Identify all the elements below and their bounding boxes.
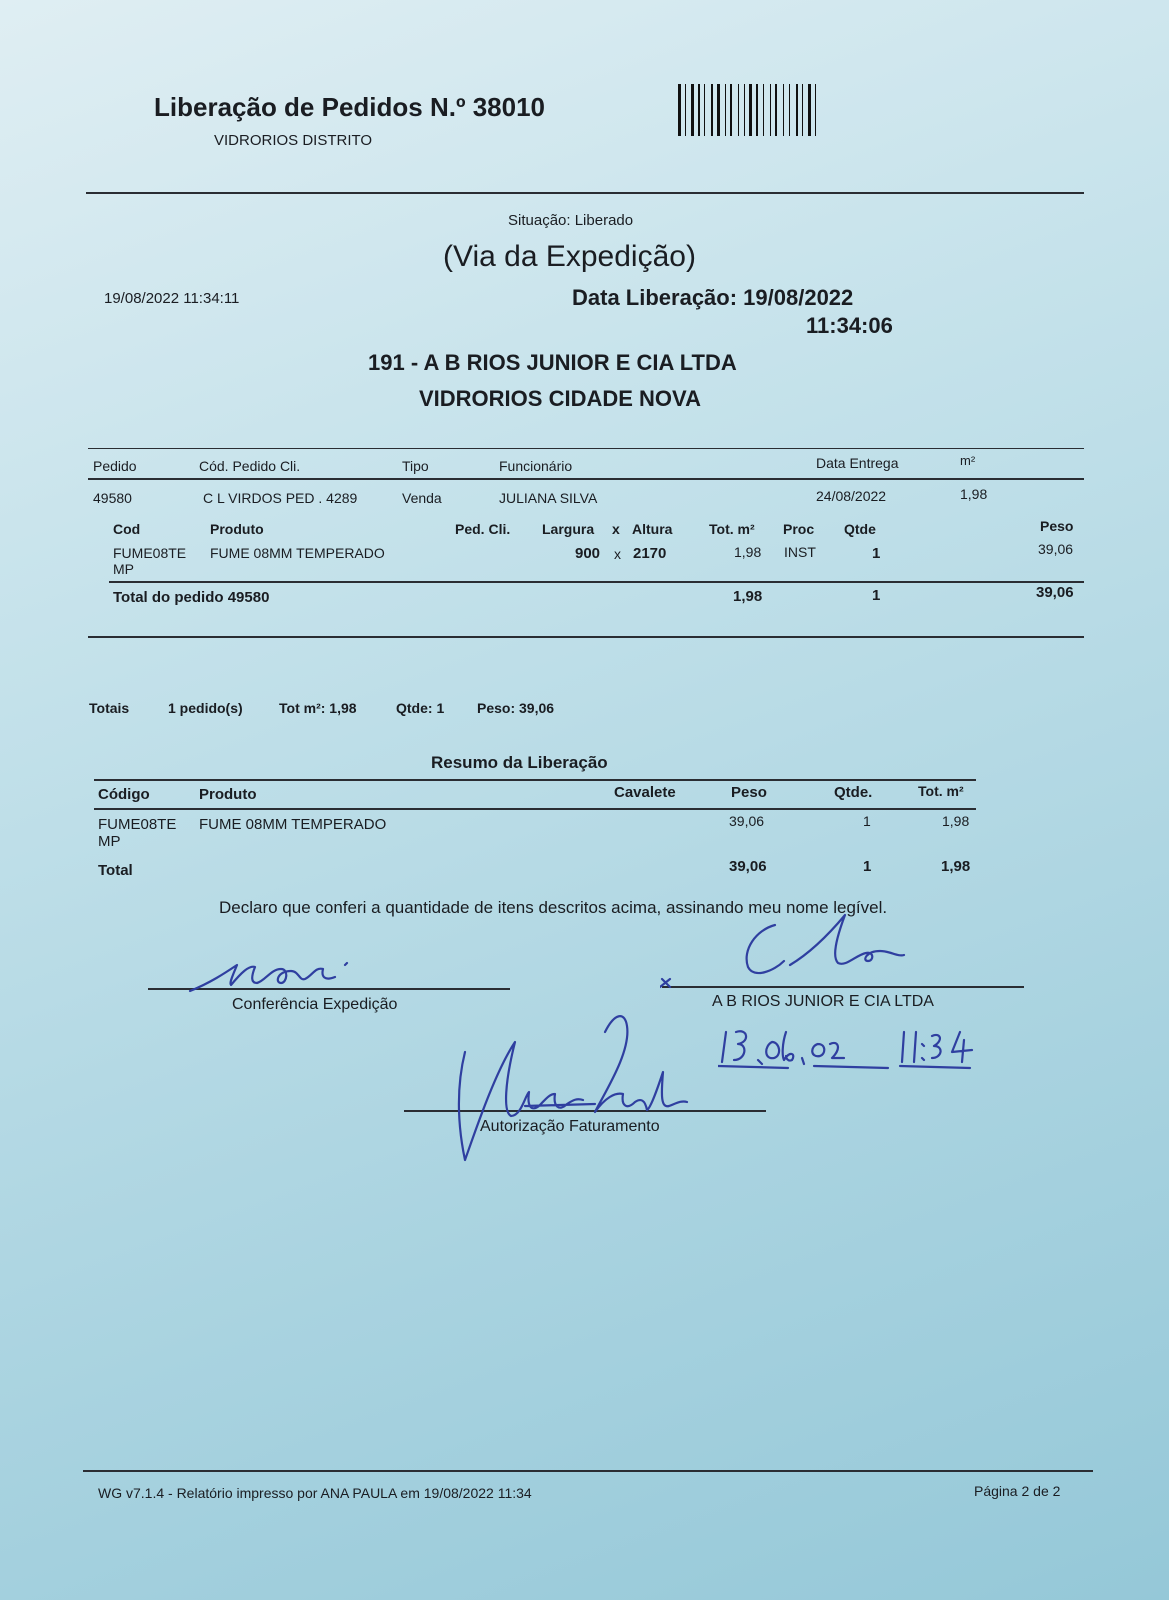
item-proc: INST <box>784 544 816 560</box>
item-qtde: 1 <box>872 545 881 562</box>
resumo-produto: FUME 08MM TEMPERADO <box>199 816 387 833</box>
item-header-qtde: Qtde <box>844 521 876 537</box>
divider <box>86 192 1084 194</box>
resumo-header-produto: Produto <box>199 786 257 803</box>
company-subtitle: VIDRORIOS DISTRITO <box>214 132 373 149</box>
resumo-total-label: Total <box>98 862 133 879</box>
totals-tot-m2: Tot m²: 1,98 <box>279 700 357 716</box>
signature-label-autorizacao: Autorização Faturamento <box>480 1118 660 1135</box>
barcode-bar <box>802 84 803 136</box>
barcode-bar <box>808 84 811 136</box>
barcode-bar <box>738 84 739 136</box>
cell-funcionario: JULIANA SILVA <box>499 490 598 506</box>
situacao-text: Situação: Liberado <box>508 212 634 229</box>
item-header-largura: Largura <box>542 521 595 537</box>
barcode-bar <box>698 84 700 136</box>
declaration-text: Declaro que conferi a quantidade de itens descritos acima, assinando meu nome legível. <box>219 898 888 917</box>
client-branch: VIDRORIOS CIDADE NOVA <box>419 386 701 411</box>
total-pedido-label: Total do pedido 49580 <box>113 589 270 606</box>
barcode-bar <box>756 84 758 136</box>
resumo-codigo-line2: MP <box>98 833 121 850</box>
barcode-image <box>678 84 854 136</box>
resumo-header-qtde: Qtde. <box>834 784 873 801</box>
document-title: Liberação de Pedidos N.º 38010 <box>154 92 545 122</box>
resumo-tot-m2: 1,98 <box>942 813 970 829</box>
total-pedido-tot-m2: 1,98 <box>733 588 763 605</box>
barcode-bar <box>730 84 732 136</box>
item-x: x <box>614 546 621 562</box>
barcode-bar <box>685 84 686 136</box>
resumo-qtde: 1 <box>863 813 871 829</box>
total-pedido-qtde: 1 <box>872 587 881 604</box>
col-header-cod-pedido-cli: Cód. Pedido Cli. <box>199 458 301 474</box>
signature-line-client <box>662 986 1024 988</box>
cell-tipo: Venda <box>402 490 442 506</box>
resumo-codigo-line1: FUME08TE <box>98 816 177 833</box>
col-header-tipo: Tipo <box>402 458 429 474</box>
item-largura: 900 <box>575 545 601 562</box>
barcode-bar <box>775 84 777 136</box>
data-liberacao-time: 11:34:06 <box>806 313 893 338</box>
barcode-bar <box>796 84 798 136</box>
item-header-produto: Produto <box>210 521 264 537</box>
item-cod-line2: MP <box>113 561 134 577</box>
printed-datetime: 19/08/2022 11:34:11 <box>104 290 240 307</box>
resumo-header-border <box>94 808 976 810</box>
item-header-peso: Peso <box>1040 518 1074 534</box>
footer-page-number: Página 2 de 2 <box>974 1483 1061 1499</box>
item-produto: FUME 08MM TEMPERADO <box>210 545 385 561</box>
totals-qtde: Qtde: 1 <box>396 700 445 716</box>
resumo-header-cavalete: Cavalete <box>614 784 676 801</box>
signature-line-autorizacao <box>404 1110 766 1112</box>
via-title: (Via da Expedição) <box>443 240 696 273</box>
barcode-bar <box>744 84 745 136</box>
item-header-x: x <box>612 521 620 537</box>
signature-label-conferencia: Conferência Expedição <box>232 996 398 1013</box>
item-header-ped-cli: Ped. Cli. <box>455 521 511 537</box>
handwritten-signature-autorizacao <box>455 1012 695 1162</box>
data-liberacao-label: Data Liberação: 19/08/2022 <box>572 285 854 310</box>
barcode-bar <box>725 84 726 136</box>
cell-pedido: 49580 <box>93 490 132 506</box>
resumo-total-tot-m2: 1,98 <box>941 858 971 875</box>
barcode-bar <box>749 84 752 136</box>
item-header-proc: Proc <box>783 521 815 537</box>
barcode-bar <box>717 84 720 136</box>
resumo-peso: 39,06 <box>729 813 765 829</box>
totals-label: Totais <box>89 700 130 716</box>
signature-line-conferencia <box>148 988 510 990</box>
total-pedido-peso: 39,06 <box>1036 584 1074 601</box>
item-header-tot-m2: Tot. m² <box>709 521 755 537</box>
item-total-border <box>109 581 1084 583</box>
resumo-header-codigo: Código <box>98 786 150 803</box>
item-peso: 39,06 <box>1038 541 1074 557</box>
item-tot-m2: 1,98 <box>734 544 762 560</box>
resumo-top-border <box>94 779 976 781</box>
footer-printed-by: WG v7.1.4 - Relatório impresso por ANA PAULA em 19/08/2022 11:34 <box>98 1485 532 1501</box>
col-header-funcionario: Funcionário <box>499 458 573 474</box>
table-header-border <box>88 478 1084 480</box>
cell-m2: 1,98 <box>960 486 988 502</box>
item-altura: 2170 <box>633 545 667 562</box>
col-header-m2: m² <box>960 453 976 468</box>
totals-pedidos: 1 pedido(s) <box>168 700 243 716</box>
resumo-header-peso: Peso <box>731 784 767 801</box>
barcode-bar <box>704 84 705 136</box>
col-header-data-entrega: Data Entrega <box>816 455 899 471</box>
signature-label-client: A B RIOS JUNIOR E CIA LTDA <box>712 993 934 1010</box>
col-header-pedido: Pedido <box>93 458 137 474</box>
resumo-header-tot-m2: Tot. m² <box>918 783 964 799</box>
footer-divider <box>83 1470 1093 1472</box>
resumo-title: Resumo da Liberação <box>431 753 608 772</box>
barcode-bar <box>783 84 784 136</box>
barcode-bar <box>691 84 694 136</box>
item-cod-line1: FUME08TE <box>113 545 187 561</box>
barcode-bar <box>770 84 771 136</box>
cell-cod-pedido-cli: C L VIRDOS PED . 4289 <box>203 490 358 506</box>
resumo-total-peso: 39,06 <box>729 858 767 875</box>
barcode-bar <box>763 84 764 136</box>
item-header-cod: Cod <box>113 521 141 537</box>
table-top-border <box>88 448 1084 449</box>
table-bottom-border <box>88 636 1084 638</box>
item-header-altura: Altura <box>632 521 673 537</box>
cell-data-entrega: 24/08/2022 <box>816 488 887 504</box>
totals-peso: Peso: 39,06 <box>477 700 555 716</box>
barcode-bar <box>789 84 790 136</box>
client-name: 191 - A B RIOS JUNIOR E CIA LTDA <box>368 350 737 375</box>
resumo-total-qtde: 1 <box>863 858 872 875</box>
barcode-bar <box>678 84 681 136</box>
barcode-bar <box>815 84 816 136</box>
handwritten-date <box>718 1022 998 1072</box>
barcode-bar <box>711 84 713 136</box>
